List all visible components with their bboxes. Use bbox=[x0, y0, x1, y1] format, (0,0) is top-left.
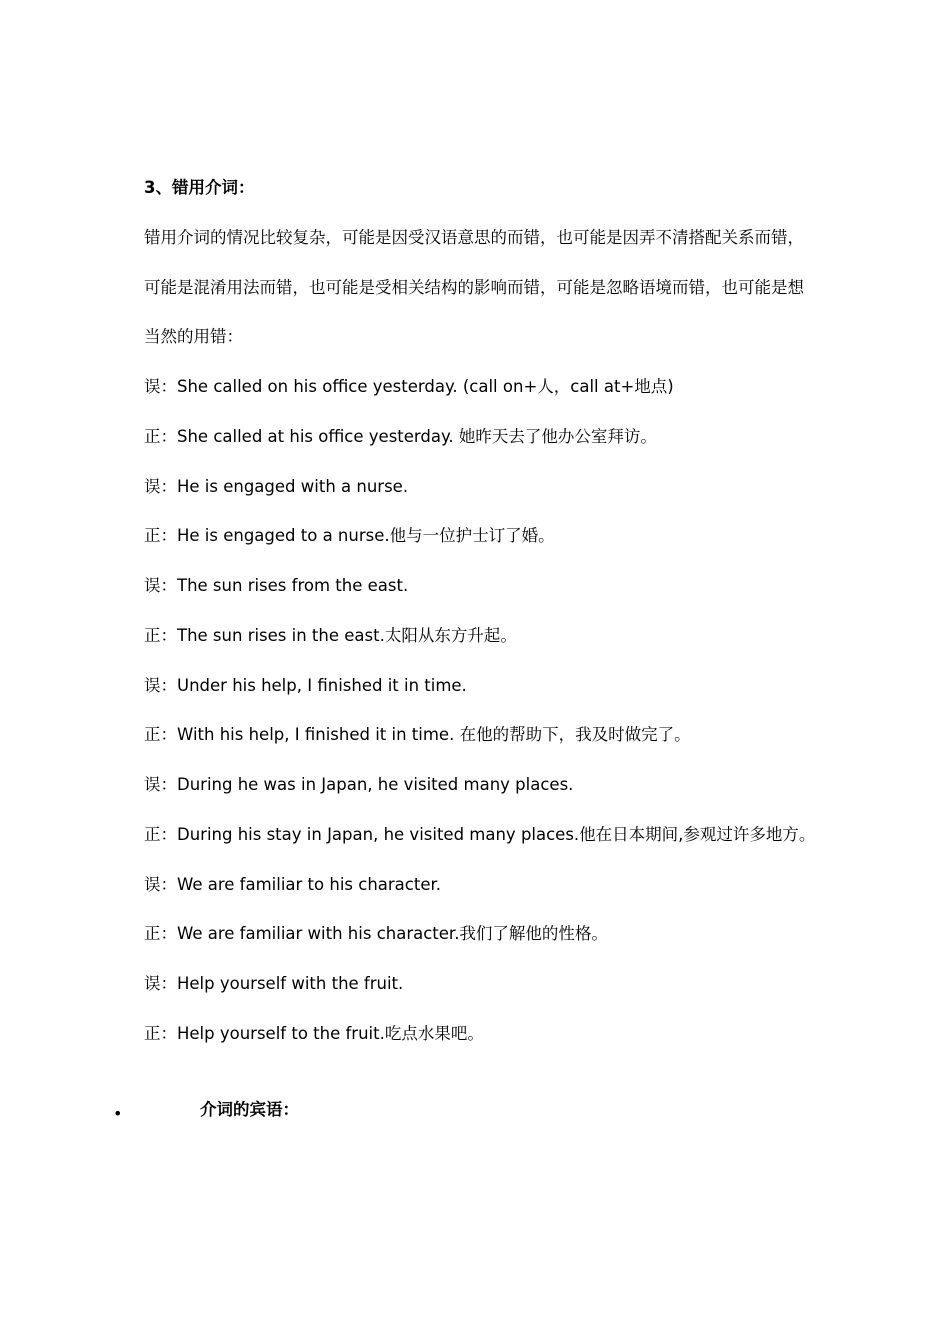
list-bullet: • bbox=[113, 1104, 123, 1123]
example-wrong: 误：She called on his office yesterday. (call on+人，call at+地点) bbox=[144, 377, 674, 396]
example-wrong: 误：The sun rises from the east. bbox=[144, 576, 409, 595]
intro-line: 错用介词的情况比较复杂，可能是因受汉语意思的而错，也可能是因弄不清搭配关系而错， bbox=[144, 228, 804, 247]
example-correct: 正：Help yourself to the fruit.吃点水果吧。 bbox=[144, 1024, 484, 1043]
example-wrong: 误：During he was in Japan, he visited many places. bbox=[144, 775, 574, 794]
example-correct: 正：We are familiar with his character.我们了解他的性格。 bbox=[144, 924, 608, 943]
example-correct: 正：With his help, I finished it in time. 在他的帮助下，我及时做完了。 bbox=[144, 725, 691, 744]
intro-line: 可能是混淆用法而错，也可能是受相关结构的影响而错，可能是忽略语境而错，也可能是想 bbox=[144, 278, 804, 297]
example-wrong: 误：He is engaged with a nurse. bbox=[144, 477, 409, 496]
next-section-heading: 介词的宾语： bbox=[200, 1100, 299, 1119]
intro-line: 当然的用错： bbox=[144, 327, 243, 346]
example-wrong: 误：Under his help, I finished it in time. bbox=[144, 676, 467, 695]
section-heading: 3、错用介词： bbox=[144, 178, 255, 197]
example-wrong: 误：Help yourself with the fruit. bbox=[144, 974, 404, 993]
example-correct: 正：During his stay in Japan, he visited many places.他在日本期间,参观过许多地方。 bbox=[144, 825, 816, 844]
example-wrong: 误：We are familiar to his character. bbox=[144, 875, 441, 894]
example-correct: 正：He is engaged to a nurse.他与一位护士订了婚。 bbox=[144, 526, 555, 545]
example-correct: 正：The sun rises in the east.太阳从东方升起。 bbox=[144, 626, 517, 645]
example-correct: 正：She called at his office yesterday. 她昨天去了他办公室拜访。 bbox=[144, 427, 657, 446]
